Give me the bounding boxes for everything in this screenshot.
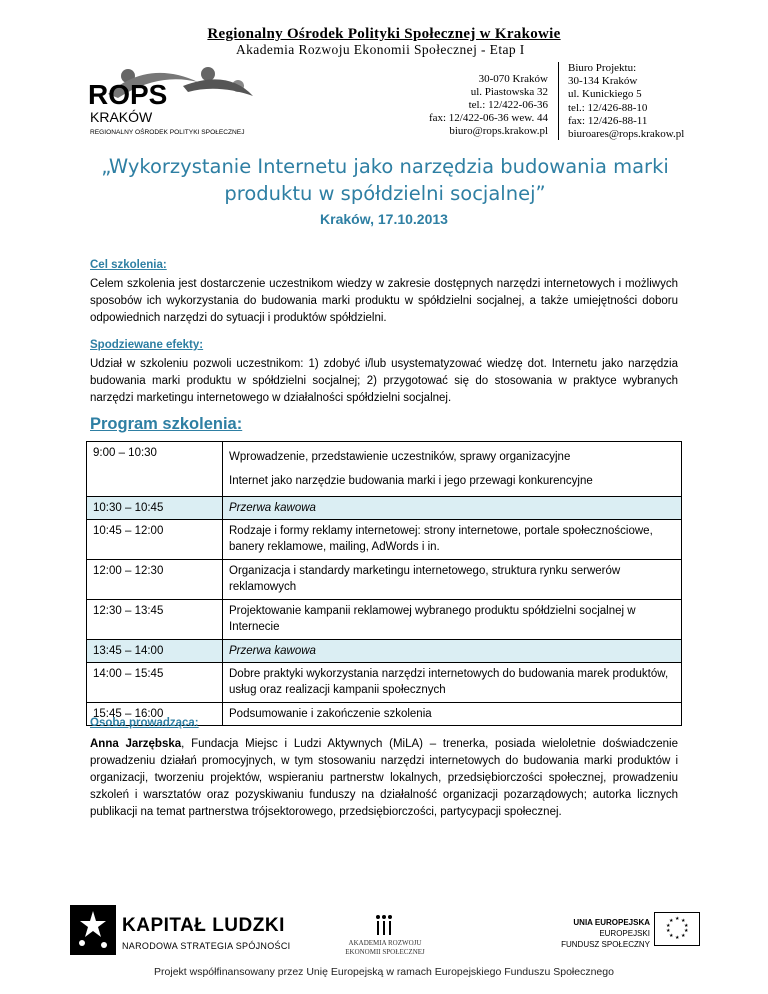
desc-cell: Podsumowanie i zakończenie szkolenia xyxy=(223,703,682,726)
time-cell: 15:45 – 16:00 xyxy=(87,703,223,726)
header-divider xyxy=(558,62,559,140)
table-row xyxy=(87,520,682,560)
trainer-heading: Osoba prowadząca: xyxy=(90,717,199,729)
effects-text: Udział w szkoleniu pozwoli uczestnikom: 1) zdobyć i/lub usystematyzować wiedzę dot. Internetu jako narzędzia budowania marki produktu w spółdzielni socjalnej; 2) przygotować się do stosowania w praktyce wybranych narzędzi marketingu internetowego w działalności spółdzielni socjalnej. xyxy=(90,358,678,404)
ares-logo-icon xyxy=(372,913,396,937)
desc-cell: Wprowadzenie, przedstawienie uczestników, sprawy organizacyjne Internet jako narzędzie budowania marki i jego przewagi konkurencyjne xyxy=(223,442,682,497)
effects-heading: Spodziewane efekty: xyxy=(90,339,204,351)
ue-text: UNIA EUROPEJSKA EUROPEJSKI FUNDUSZ SPOŁECZNY xyxy=(561,918,650,949)
document-date: Kraków, 17.10.2013 xyxy=(320,211,448,227)
ares-logo-text: AKADEMIA ROZWOJU EKONOMII SPOŁECZNEJ xyxy=(345,939,425,956)
svg-text:★: ★ xyxy=(684,928,689,934)
table-row xyxy=(87,442,682,497)
table-row xyxy=(87,663,682,703)
program-table xyxy=(86,441,682,726)
logo-text: ROPS xyxy=(88,79,168,110)
rops-logo xyxy=(88,64,268,144)
table-row xyxy=(87,640,682,663)
kapital-ludzki-title: KAPITAŁ LUDZKI xyxy=(122,915,285,936)
table-row xyxy=(87,497,682,520)
desc-cell: Projektowanie kampanii reklamowej wybranego produktu spółdzielni socjalnej w Internecie xyxy=(223,600,682,640)
svg-text:★: ★ xyxy=(675,935,680,941)
svg-text:★: ★ xyxy=(666,928,671,934)
time-cell: 10:30 – 10:45 xyxy=(87,497,223,520)
svg-text:★: ★ xyxy=(681,918,686,924)
goal-text: Celem szkolenia jest dostarczenie uczestnikom wiedzy w zakresie dostępnych narzędzi internetowych i możliwych sposobów ich wykorzystania do budowania marki produktu w spółdzielni socjalnej, a także umiejętności doboru odpowiednich narzędzi do sytuacji i produktów spółdzielni. xyxy=(90,278,678,324)
desc-cell: Organizacja i standardy marketingu internetowego, struktura rynku serwerów reklamowych xyxy=(223,560,682,600)
desc-cell: Przerwa kawowa xyxy=(223,497,682,520)
time-cell: 10:45 – 12:00 xyxy=(87,520,223,560)
eu-flag-icon xyxy=(654,912,700,946)
address-project: Biuro Projektu: 30-134 Kraków ul. Kunickiego 5 tel.: 12/426-88-10 fax: 12/426-88-11 biuroares@rops.krakow.pl xyxy=(568,62,685,141)
document-title: „Wykorzystanie Internetu jako narzędzia budowania marki produktu w spółdzielni socjalnej” xyxy=(101,155,669,205)
logo-full: REGIONALNY OŚRODEK POLITYKI SPOŁECZNEJ xyxy=(90,129,245,136)
svg-text:★: ★ xyxy=(666,923,671,929)
footer-note: Projekt współfinansowany przez Unię Europejską w ramach Europejskiego Funduszu Społecznego xyxy=(154,966,614,978)
time-cell: 9:00 – 10:30 xyxy=(87,442,223,497)
trainer-name: Anna Jarzębska xyxy=(90,738,182,750)
program-heading: Program szkolenia: xyxy=(90,415,243,433)
svg-text:★: ★ xyxy=(669,933,674,939)
org-title: Regionalny Ośrodek Polityki Społecznej w Krakowie xyxy=(207,26,561,42)
kapital-ludzki-subtitle: NARODOWA STRATEGIA SPÓJNOŚCI xyxy=(122,941,291,951)
table-row xyxy=(87,600,682,640)
header-subtitle: Akademia Rozwoju Ekonomii Społecznej - Etap I xyxy=(236,42,525,57)
time-cell: 13:45 – 14:00 xyxy=(87,640,223,663)
svg-text:★: ★ xyxy=(669,918,674,924)
desc-cell: Dobre praktyki wykorzystania narzędzi internetowych do budowania marek produktów, usług oraz realizacji kampanii społecznych xyxy=(223,663,682,703)
desc-cell: Rodzaje i formy reklamy internetowej: strony internetowe, portale społecznościowe, banery reklamowe, mailing, AdWords i in. xyxy=(223,520,682,560)
svg-text:★: ★ xyxy=(684,923,689,929)
table-row xyxy=(87,560,682,600)
svg-text:★: ★ xyxy=(675,916,680,922)
address-main: 30-070 Kraków ul. Piastowska 32 tel.: 12/422-06-36 fax: 12/422-06-36 wew. 44 biuro@rops.krakow.pl xyxy=(428,73,548,137)
svg-text:★: ★ xyxy=(681,933,686,939)
goal-heading: Cel szkolenia: xyxy=(90,259,167,271)
time-cell: 14:00 – 15:45 xyxy=(87,663,223,703)
logo-city: KRAKÓW xyxy=(90,109,153,125)
time-cell: 12:30 – 13:45 xyxy=(87,600,223,640)
desc-cell: Przerwa kawowa xyxy=(223,640,682,663)
kapital-ludzki-logo xyxy=(70,905,116,955)
time-cell: 12:00 – 12:30 xyxy=(87,560,223,600)
trainer-text: Anna Jarzębska, Fundacja Miejsc i Ludzi Aktywnych (MiLA) – trenerka, posiada wieloletnie doświadczenie prowadzeniu działań promocyjnych, w tym stosowaniu narzędzi internetowych do budowania marki produktów i organizacji, tworzeniu projektów, wspieraniu partnerstw lokalnych, przedsiębiorczości społecznej, prowadzeniu szkoleń i warsztatów oraz pozyskiwaniu funduszy na działalność organizacji pozarządowych; autorka licznych publikacji na temat partnerstwa trójsektorowego, przedsiębiorczości, partycypacji społecznej. xyxy=(90,738,678,818)
